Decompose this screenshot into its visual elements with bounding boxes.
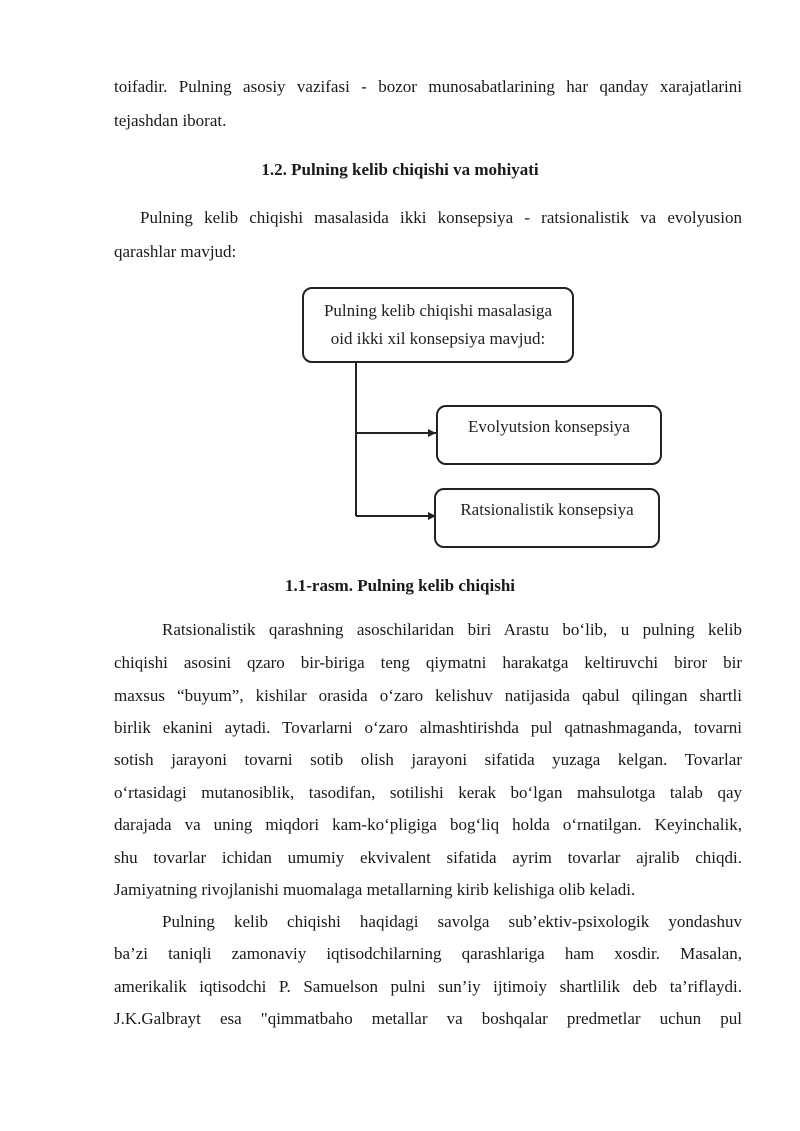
figure-caption: 1.1-rasm. Pulning kelib chiqishi	[284, 576, 516, 595]
diagram-root-line2: oid ikki xil konsepsiya mavjud:	[330, 329, 546, 348]
text-line: birlik ekanini aytadi. Tovarlarni o‘zaro almashtirishda pul qatnashmaganda, tovarni	[114, 718, 742, 737]
section-title: 1.2. Pulning kelib chiqishi va mohiyati	[261, 160, 539, 179]
text-line: chiqishi asosini qzaro bir-biriga teng qiymatni harakatga keltiruvchi biror bir	[114, 653, 742, 672]
text-line: shu tovarlar ichidan umumiy ekvivalent sifatida ayrim tovarlar ajralib chiqdi.	[114, 848, 742, 867]
text-line: tejashdan iborat.	[114, 111, 227, 130]
text-line: sotish jarayoni tovarni sotib olish jarayoni sifatida yuzaga kelgan. Tovarlar	[114, 750, 742, 769]
diagram-root-line1: Pulning kelib chiqishi masalasiga	[323, 301, 553, 320]
text-line: maxsus “buyum”, kishilar orasida o‘zaro kelishuv natijasida qabul qilingan shartli	[114, 686, 742, 705]
text-line: Jamiyatning rivojlanishi muomalaga metallarning kirib kelishiga olib keladi.	[114, 880, 636, 899]
text-line: toifadir. Pulning asosiy vazifasi - bozor munosabatlarining har qanday xarajatlarini	[114, 77, 742, 96]
text-line: ba’zi taniqli zamonaviy iqtisodchilarning qarashlariga ham xosdir. Masalan,	[114, 944, 742, 963]
diagram-root-box	[302, 287, 574, 363]
text-line: Pulning kelib chiqishi haqidagi savolga sub’ektiv-psixologik yondashuv	[162, 912, 742, 931]
text-line: qarashlar mavjud:	[114, 242, 237, 261]
diagram-child-label: Ratsionalistik konsepsiya	[460, 500, 634, 519]
diagram-child-rationalistic	[434, 488, 660, 548]
text-line: Pulning kelib chiqishi masalasida ikki konsepsiya - ratsionalistik va evolyusion	[140, 208, 742, 227]
text-line: darajada va uning miqdori kam-ko‘pligiga bog‘liq holda o‘rnatilgan. Keyinchalik,	[114, 815, 742, 834]
text-line: J.K.Galbrayt esa "qimmatbaho metallar va boshqalar predmetlar uchun pul	[114, 1009, 742, 1028]
text-line: o‘rtasidagi mutanosiblik, tasodifan, sotilishi kerak bo‘lgan mahsulotga talab qay	[114, 783, 742, 802]
diagram-child-evolutionary	[436, 405, 662, 465]
text-line: amerikalik iqtisodchi P. Samuelson pulni sun’iy ijtimoiy shartlilik deb ta’riflaydi.	[114, 977, 742, 996]
text-line: Ratsionalistik qarashning asoschilaridan biri Arastu bo‘lib, u pulning kelib	[162, 620, 742, 639]
diagram-child-label: Evolyutsion konsepsiya	[468, 417, 630, 436]
